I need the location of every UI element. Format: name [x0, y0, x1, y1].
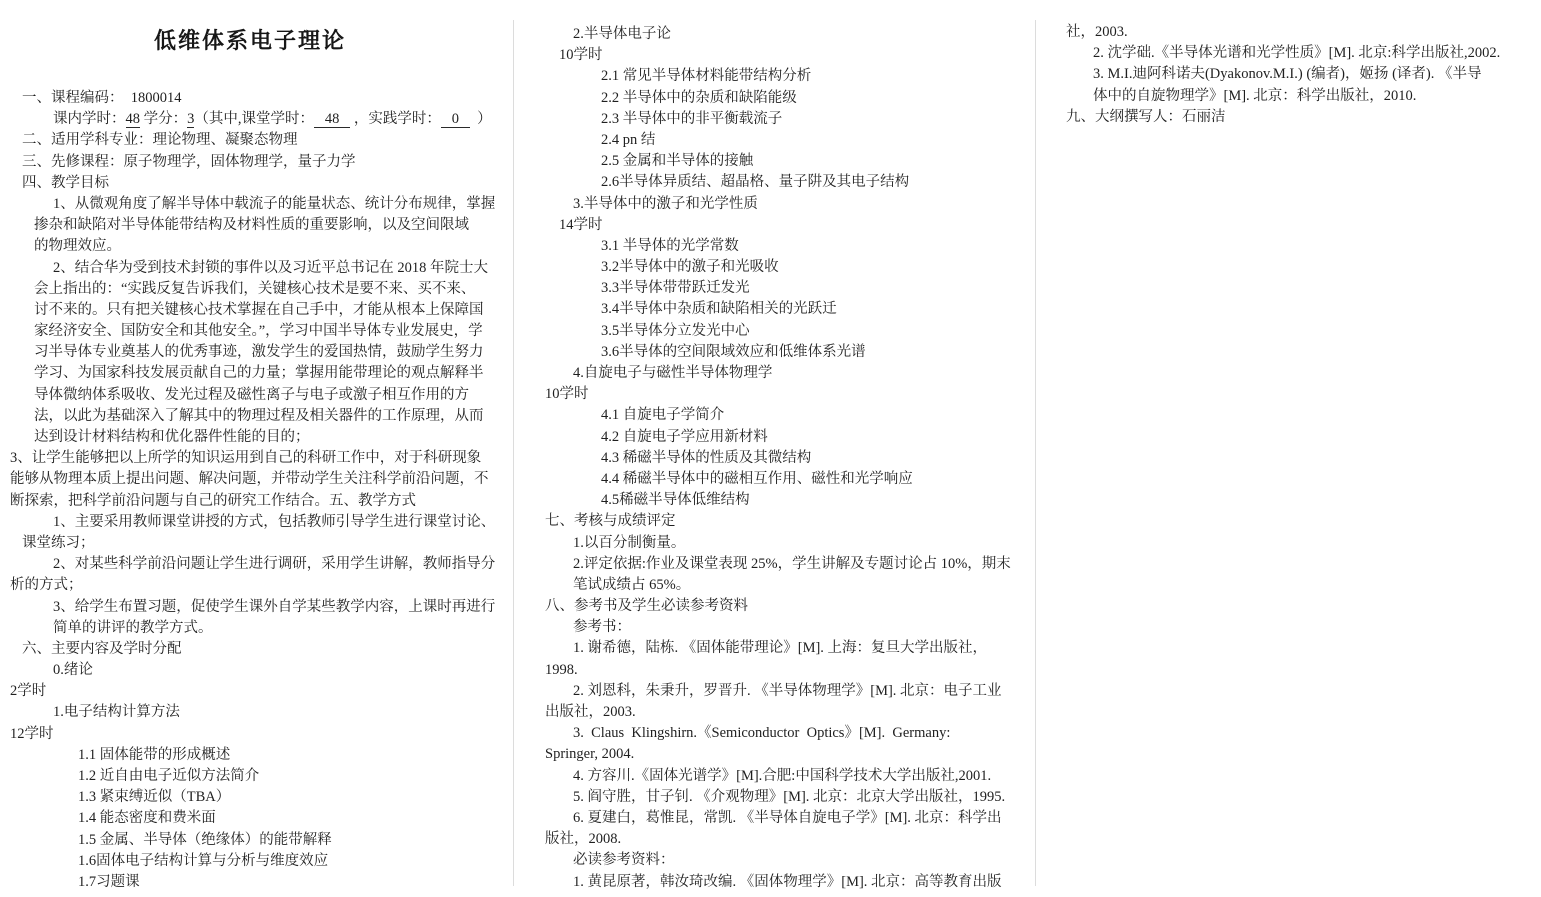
doc-line: 2学时	[10, 683, 47, 700]
doc-line: 14学时	[559, 216, 603, 233]
doc-line: 社，2003.	[1066, 24, 1128, 40]
doc-line: 3、给学生布置习题，促使学生课外自学某些教学内容，上课时再进行	[53, 598, 496, 615]
doc-line: 1.6固体电子结构计算与分析与维度效应	[78, 852, 329, 869]
doc-line: 10学时	[545, 386, 589, 403]
doc-line: 九、大纲撰写人：石丽洁	[1066, 108, 1226, 125]
doc-line: 2.评定依据:作业及课堂表现 25%，学生讲解及专题讨论占 10%，期末	[573, 555, 1011, 572]
doc-line: 参考书：	[573, 619, 631, 636]
doc-line: 学习、为国家科技发展贡献自己的力量；掌握用能带理论的观点解释半	[34, 365, 484, 382]
doc-line: 家经济安全、国防安全和其他安全。”，学习中国半导体专业发展史，学	[34, 323, 483, 340]
doc-line: 2.6半导体异质结、超晶格、量子阱及其电子结构	[601, 174, 910, 191]
doc-text: 课内学时：	[53, 111, 126, 128]
doc-line: 体中的自旋物理学》[M]. 北京：科学出版社，2010.	[1093, 87, 1417, 104]
doc-line: 4.4 稀磁半导体中的磁相互作用、磁性和光学响应	[601, 470, 913, 487]
doc-line: 2.1 常见半导体材料能带结构分析	[601, 68, 812, 85]
doc-line: 2.4 pn 结	[601, 131, 656, 148]
doc-line: 1. 谢希德，陆栋. 《固体能带理论》[M]. 上海：复旦大学出版社，	[573, 640, 988, 657]
doc-line: 4.2 自旋电子学应用新材料	[601, 428, 768, 445]
doc-line: 1.1 固体能带的形成概述	[78, 746, 231, 763]
doc-line: 八、参考书及学生必读参考资料	[545, 598, 748, 615]
column-left	[10, 0, 506, 893]
doc-text: ，实践学时：	[350, 111, 441, 128]
doc-line: 12学时	[10, 725, 54, 742]
course-title: 低维体系电子理论	[153, 28, 346, 53]
doc-line: 1. 黄昆原著，韩汝琦改编. 《固体物理学》[M]. 北京：高等教育出版	[573, 873, 1002, 890]
underlined-value: 3	[187, 111, 195, 128]
doc-line: 3.2半导体中的激子和光吸收	[601, 259, 779, 276]
column-middle	[545, 0, 1029, 893]
right-column-text	[1066, 22, 1536, 128]
doc-line: 2.3 半导体中的非平衡载流子	[601, 110, 783, 127]
column-separator-right	[1035, 20, 1036, 886]
doc-line: 1、从微观角度了解半导体中载流子的能量状态、统计分布规律，掌握	[53, 195, 496, 212]
doc-line: 1.3 紧束缚近似（TBA）	[78, 789, 231, 806]
doc-line: 2、结合华为受到技术封锁的事件以及习近平总书记在 2018 年院士大	[53, 259, 488, 276]
doc-line: 会上指出的：“实践反复告诉我们，关键核心技术是要不来、买不来、	[34, 280, 476, 297]
doc-line: 4.自旋电子与磁性半导体物理学	[573, 365, 773, 381]
doc-line: 1.5 金属、半导体（绝缘体）的能带解释	[78, 831, 332, 848]
doc-line: 4.3 稀磁半导体的性质及其微结构	[601, 449, 812, 466]
doc-line: 简单的讲评的教学方式。	[53, 619, 213, 636]
doc-line: 版社，2008.	[545, 831, 622, 848]
doc-line: 1.2 近自由电子近似方法简介	[78, 768, 260, 784]
doc-line: 1.4 能态密度和费米面	[78, 810, 216, 827]
doc-line: 3.半导体中的激子和光学性质	[573, 195, 758, 212]
doc-line: 七、考核与成绩评定	[545, 513, 676, 530]
doc-line: 1.7习题课	[78, 873, 140, 890]
underlined-value: 0	[440, 111, 470, 128]
doc-line: 1、主要采用教师课堂讲授的方式，包括教师引导学生进行课堂讨论、	[53, 513, 496, 530]
doc-line: 课堂练习；	[22, 534, 95, 551]
doc-line: 析的方式；	[10, 577, 83, 594]
doc-line: 10学时	[559, 47, 603, 64]
doc-line: 达到设计材料结构和优化器件性能的目的；	[34, 429, 310, 445]
doc-text: （其中,课堂学时：	[194, 111, 314, 128]
doc-line: 出版社，2003.	[545, 704, 636, 720]
doc-line: 的物理效应。	[34, 238, 121, 255]
doc-line: 笔试成绩占 65%。	[573, 576, 691, 593]
doc-line: 3.3半导体带带跃迁发光	[601, 280, 750, 297]
doc-line: 3.5半导体分立发光中心	[601, 322, 750, 339]
doc-line: 三、先修课程：原子物理学，固体物理学，量子力学	[22, 153, 356, 170]
doc-line: 1.电子结构计算方法	[53, 704, 180, 721]
column-separator-left	[513, 20, 514, 886]
doc-line: 2.2 半导体中的杂质和缺陷能级	[601, 89, 797, 106]
doc-line: 法，以此为基础深入了解其中的物理过程及相关器件的工作原理，从而	[34, 407, 484, 424]
doc-line: 能够从物理本质上提出问题、解决问题，并带动学生关注科学前沿问题，不	[10, 471, 489, 488]
doc-line: 1998.	[545, 661, 578, 678]
doc-line: 3.6半导体的空间限域效应和低维体系光谱	[601, 343, 866, 360]
doc-line: 2、对某些科学前沿问题让学生进行调研，采用学生讲解，教师指导分	[53, 556, 496, 573]
doc-line: 6. 夏建白，葛惟昆，常凯. 《半导体自旋电子学》[M]. 北京：科学出	[573, 809, 1002, 826]
doc-line: 3、让学生能够把以上所学的知识运用到自己的科研工作中，对于科研现象	[10, 450, 482, 467]
doc-line: 2.半导体电子论	[573, 26, 671, 42]
doc-line: 二、适用学科专业：理论物理、凝聚态物理	[22, 132, 298, 149]
left-column-text	[10, 88, 506, 893]
doc-line: 必读参考资料：	[573, 852, 675, 869]
doc-text: 学分：	[140, 111, 188, 128]
middle-column-text	[545, 24, 1029, 893]
doc-line: Springer, 2004.	[545, 746, 635, 763]
doc-line: 5. 阎守胜，甘子钊. 《介观物理》[M]. 北京：北京大学出版社，1995.	[573, 788, 1006, 805]
doc-line: 3.4半导体中杂质和缺陷相关的光跃迁	[601, 301, 837, 318]
doc-line: 2.5 金属和半导体的接触	[601, 153, 754, 170]
doc-line: 3. Claus Klingshirn.《Semiconductor Optics》[M]. Germany:	[573, 725, 951, 742]
underlined-value: 48	[125, 111, 140, 128]
doc-line: 2. 刘恩科，朱秉升，罗晋升. 《半导体物理学》[M]. 北京：电子工业	[573, 682, 1002, 699]
doc-text: ）	[469, 111, 492, 128]
doc-line: 四、教学目标	[22, 174, 109, 191]
doc-line: 3. M.I.迪阿科诺夫(Dyakonov.M.I.) (编者)，姬扬 (译者). 《半导	[1093, 66, 1482, 83]
doc-line	[53, 109, 506, 130]
doc-line: 六、主要内容及学时分配	[22, 640, 182, 657]
doc-line: 导体微纳体系吸收、发光过程及磁性离子与电子或激子相互作用的方	[34, 386, 469, 403]
doc-line: 4.5稀磁半导体低维结构	[601, 492, 750, 509]
doc-line: 1.以百分制衡量。	[573, 534, 686, 551]
doc-line: 4.1 自旋电子学简介	[601, 407, 725, 424]
column-right	[1066, 0, 1536, 128]
doc-line: 4. 方容川.《固体光谱学》[M].合肥:中国科学技术大学出版社,2001.	[573, 767, 992, 784]
doc-line: 掺杂和缺陷对半导体能带结构及材料性质的重要影响，以及空间限域	[34, 217, 469, 234]
doc-line: 习半导体专业奠基人的优秀事迹，激发学生的爱国热情，鼓励学生努力	[34, 344, 484, 361]
doc-line: 3.1 半导体的光学常数	[601, 237, 739, 254]
doc-line: 讨不来的。只有把关键核心技术掌握在自己手中，才能从根本上保障国	[34, 301, 484, 318]
underlined-value: 48	[314, 111, 351, 128]
doc-line: 2. 沈学础.《半导体光谱和光学性质》[M]. 北京:科学出版社,2002.	[1093, 45, 1501, 62]
doc-line: 一、课程编码： 1800014	[22, 90, 182, 106]
doc-line: 0.绪论	[53, 662, 93, 679]
doc-line: 断探索，把科学前沿问题与自己的研究工作结合。五、教学方式	[10, 492, 416, 509]
